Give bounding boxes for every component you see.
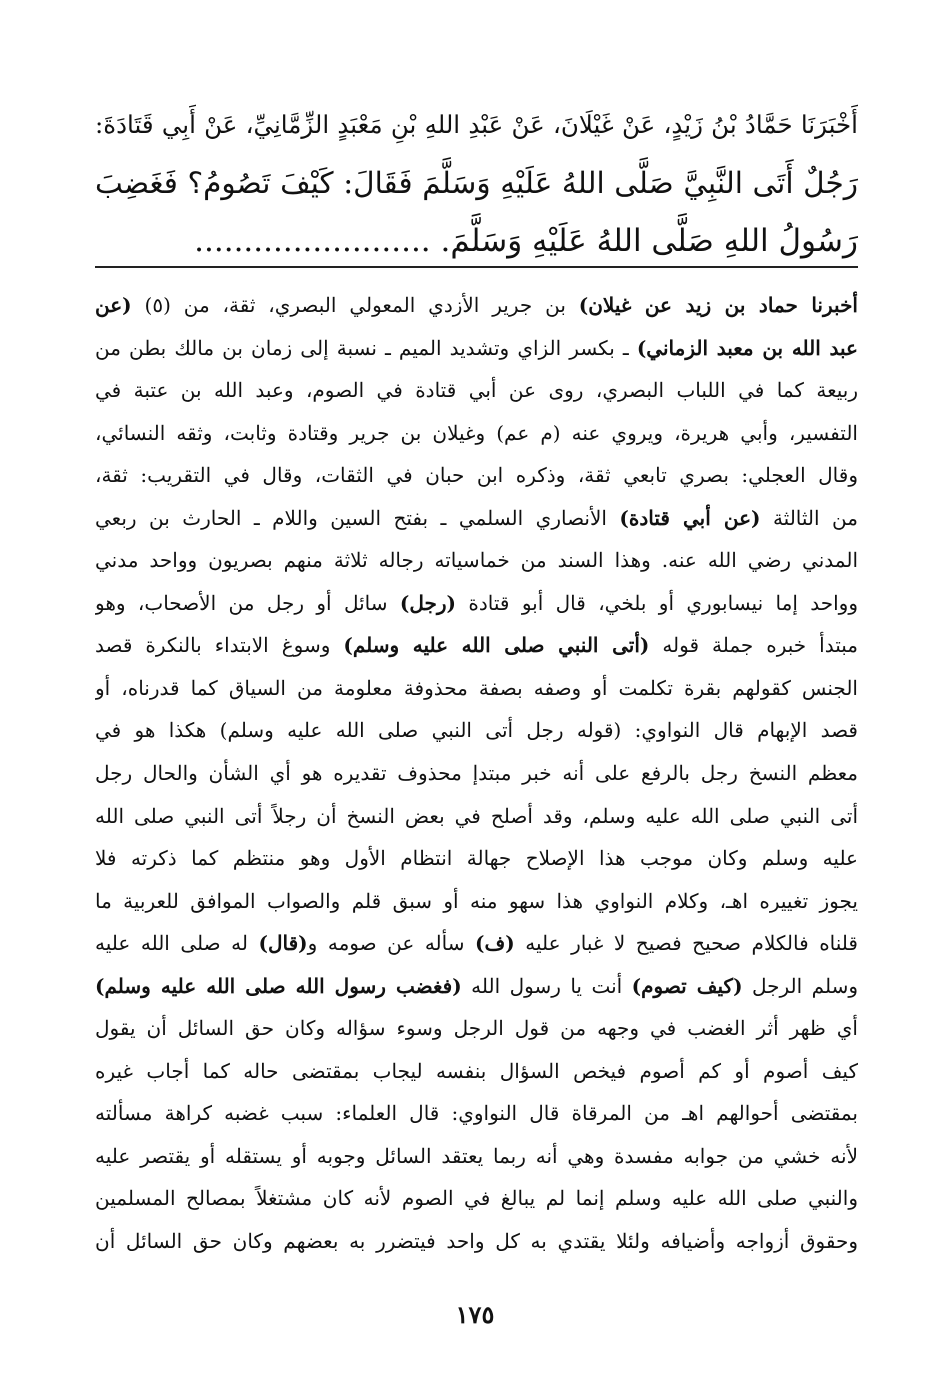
commentary-line [95, 752, 858, 795]
commentary-text: قصد الإبهام قال النواوي: (قوله رجل أتى النبي صلى الله عليه وسلم) هكذا هو في [95, 718, 858, 743]
commentary-text: من الثالثة [760, 505, 858, 530]
commentary-line [95, 709, 858, 752]
commentary-line [95, 837, 858, 880]
commentary-line [95, 880, 858, 923]
hadith-text-block [95, 96, 858, 270]
commentary-text: أنت يا رسول الله [461, 973, 632, 998]
commentary-text: وسلم الرجل [742, 973, 858, 998]
commentary-line [95, 667, 858, 710]
commentary-line [95, 1092, 858, 1135]
commentary-line [95, 1135, 858, 1178]
commentary-line [95, 284, 858, 327]
commentary-text: بمقتضى أحوالهم اهـ من المرقاة قال النواوي: قال العلماء: سبب غضبه كراهة مسألته [95, 1101, 858, 1126]
commentary-text: المدني رضي الله عنه. وهذا السند من خماسياته رجاله ثلاثة منهم بصريون وواحد مدني [95, 548, 858, 573]
commentary-line [95, 965, 858, 1008]
bold-quoted-text: (أتى النبي صلى الله عليه وسلم) [343, 633, 650, 658]
hadith-line: رَسُولُ اللهِ صَلَّى اللهُ عَلَيْهِ وَسَلَّمَ. ........................ [194, 223, 858, 259]
commentary-text: سائل أو رجل من الأصحاب، وهو [95, 590, 400, 615]
commentary-text: قلناه فالكلام صحيح فصيح لا غبار عليه [514, 931, 858, 956]
commentary-text: ربيعة كما في اللباب البصري، روى عن أبي قتادة في الصوم، وعبد الله بن عتبة في [95, 378, 858, 403]
commentary-line [95, 1050, 858, 1093]
commentary-text: التفسير، وأبي هريرة، ويروي عنه (م عم) وغيلان بن جرير وقتادة وثابت، وثقه النسائي، [95, 420, 858, 445]
commentary-text: بن جرير الأزدي المعولي البصري، ثقة، من (٥) [131, 293, 579, 317]
commentary-text: كيف أصوم أو كم أصوم فيخص السؤال بنفسه ليجاب بمقتضى حاله كما أجاب غيره [95, 1058, 858, 1083]
bold-quoted-text: (عن أبي قتادة) [619, 505, 761, 530]
commentary-text: سأله عن صومه و [307, 931, 476, 956]
commentary-text: ـ بكسر الزاي وتشديد الميم ـ نسبة إلى زمان بن مالك بطن من [95, 335, 637, 360]
commentary-text: لأنه خشي من جوابه مفسدة وهي أنه ربما يعتقد السائل وجوبه أو يستقله أو يقتصر عليه [95, 1143, 858, 1168]
commentary-text: مبتدأ خبره جملة قوله [649, 633, 858, 658]
bold-quoted-text: (رجل) [399, 590, 456, 615]
hadith-line: رَجُلٌ أَتَى النَّبِيَّ صَلَّى اللهُ عَلَيْهِ وَسَلَّمَ فَقَالَ: كَيْفَ تَصُومُ؟ فَغَضِبَ [95, 166, 858, 200]
commentary-line [95, 412, 858, 455]
commentary-text: الأنصاري السلمي ـ بفتح السين واللام ـ الحارث بن ربعي [95, 505, 620, 530]
commentary-line [95, 1177, 858, 1220]
commentary-text: أتى النبي صلى الله عليه وسلم، وقد أصلح في بعض النسخ أن رجلاً أتى النبي صلى الله [95, 803, 858, 828]
commentary-text: الجنس كقولهم بقرة تكلمت أو وصفه بصفة محذوفة معلومة من السياق كما قدرناه، أو [95, 675, 858, 700]
bold-quoted-text: (كيف تصوم) [631, 973, 743, 998]
commentary-text: وقال العجلي: بصري تابعي ثقة، وذكره ابن حبان في الثقات، وقال في التقريب: ثقة، [95, 463, 858, 488]
bold-quoted-text: عبد الله بن معبد الزماني) [636, 335, 858, 360]
commentary-line [95, 539, 858, 582]
commentary-line [95, 624, 858, 667]
commentary-line [95, 454, 858, 497]
commentary-line [95, 1007, 858, 1050]
commentary-text: والنبي صلى الله عليه وسلم إنما لم يبالغ في الصوم لأنه كان مشتغلاً بمصالح المسلمين [95, 1186, 858, 1211]
bold-quoted-text: (عن [95, 293, 132, 317]
commentary-line [95, 922, 858, 965]
commentary-line [95, 795, 858, 838]
commentary-line [95, 327, 858, 370]
commentary-text: عليه وسلم وكان موجب هذا الإصلاح جهالة انتظام الأول وهو منتظم كما ذكرته فلا [95, 846, 858, 871]
commentary-line [95, 369, 858, 412]
commentary-text: وواحد إما نيسابوري أو بلخي، قال أبو قتادة [456, 590, 858, 615]
commentary-line [95, 497, 858, 540]
footnote-separator-rule [95, 266, 858, 268]
commentary-text: معظم النسخ رجل بالرفع على أنه خبر مبتدإ محذوف تقديره هو أي الشأن والحال رجل [95, 761, 858, 786]
commentary-text: يجوز تغييره اهـ، وكلام النواوي هذا سهو منه أو سبق قلم والصواب الموافق للعربية ما [95, 888, 858, 913]
commentary-line [95, 582, 858, 625]
bold-quoted-text: أخبرنا حماد بن زيد عن غيلان) [578, 293, 858, 317]
bold-quoted-text: (فغضب رسول الله صلى الله عليه وسلم) [95, 973, 462, 998]
commentary-block [95, 284, 858, 1263]
bold-quoted-text: (قال) [258, 931, 308, 956]
commentary-text: وسوغ الابتداء بالنكرة قصد [95, 633, 344, 658]
commentary-text: وحقوق أزواجه وأضيافه ولئلا يقتدي به كل واحد فيتضرر به بعضهم وكان حق السائل أن [95, 1229, 858, 1254]
commentary-text: أي ظهر أثر الغضب في وجهه من قول الرجل وسوء سؤاله وكان حق السائل أن يقول [95, 1016, 858, 1041]
page-number: ١٧٥ [455, 1300, 495, 1329]
hadith-line: أَخْبَرَنَا حَمَّادُ بْنُ زَيْدٍ، عَنْ غَيْلَانَ، عَنْ عَبْدِ اللهِ بْنِ مَعْبَدٍ الزِّمَّانِيِّ، عَنْ أَبِي قَتَادَةَ: [95, 110, 858, 139]
commentary-line [95, 1220, 858, 1263]
bold-quoted-text: (ف) [475, 931, 515, 956]
commentary-text: له صلى الله عليه [95, 931, 259, 956]
